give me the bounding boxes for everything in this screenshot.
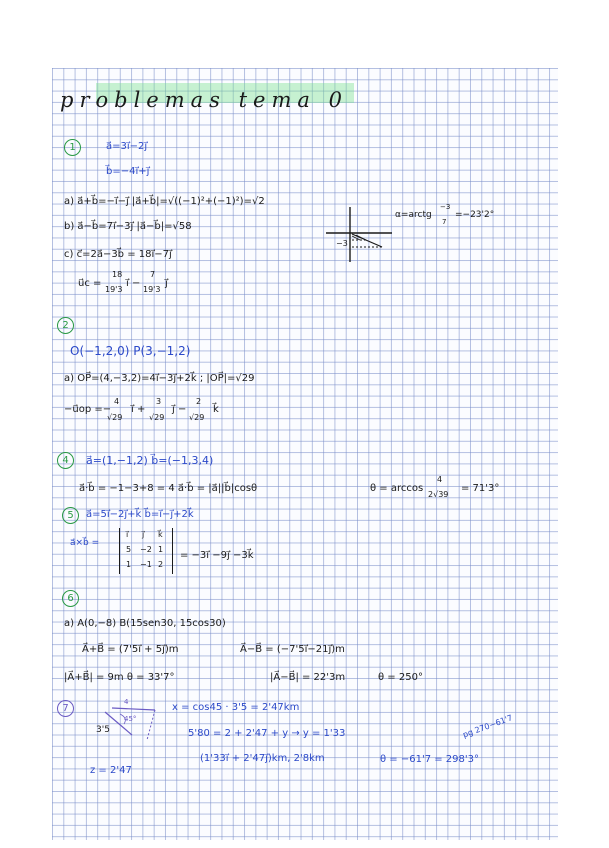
p6-theta2: θ = 250° xyxy=(378,672,423,683)
p6-diff-magnitude: |A⃗−B⃗| = 22'3m xyxy=(270,672,346,683)
p4-vectors: a⃗=(1,−1,2) b⃗=(−1,3,4) xyxy=(86,454,214,467)
p7-sketch-top: 4 xyxy=(124,698,129,706)
matrix-cell: −2 xyxy=(140,545,152,554)
matrix-cell: 1 xyxy=(158,545,164,554)
p2-f1-num: 4 xyxy=(114,397,120,406)
p1-uc-num1: 18 xyxy=(112,270,123,279)
p7-line2: 5'80 = 2 + 2'47 + y → y = 1'33 xyxy=(188,728,346,739)
matrix-cell: i⃗ xyxy=(126,530,129,539)
p4-dot-product: a⃗·b⃗ = −1−3+8 = 4 a⃗·b⃗ = |a⃗||b⃗|cosθ xyxy=(79,483,258,494)
p1-uc-i: i⃗ − xyxy=(126,278,141,289)
p4-theta-num: 4 xyxy=(437,475,443,484)
p2-f1-sym: i⃗ + xyxy=(131,404,146,415)
p1-uc-den2: 19'3 xyxy=(143,285,161,294)
p2-points: O(−1,2,0) P(3,−1,2) xyxy=(70,344,191,358)
matrix-cell: j⃗ xyxy=(142,530,145,539)
p2-unit-label: −u⃗op =− xyxy=(64,404,112,415)
p2-f3-sym: k⃗ xyxy=(213,404,219,415)
p5-result: = −3i⃗ −9j⃗ −3k⃗ xyxy=(180,550,254,561)
p1-uc-den1: 19'3 xyxy=(105,285,123,294)
p2-f2-sym: j⃗ − xyxy=(172,404,187,415)
p4-theta-result: = 71'3° xyxy=(461,483,500,494)
p7-sketch-length: 3'5 xyxy=(96,725,110,735)
p2-f3-den: √29 xyxy=(189,413,205,422)
p1-part-b: b) a⃗−b⃗=7i⃗−3j⃗ |a⃗−b⃗|=√58 xyxy=(64,221,192,232)
p6-sum-magnitude: |A⃗+B⃗| = 9m θ = 33'7° xyxy=(64,672,175,683)
p1-axis-label: −3 xyxy=(336,239,348,248)
p5-vectors: a⃗=5i⃗−2j⃗+k⃗ b⃗=i⃗−j⃗+2k⃗ xyxy=(86,509,194,520)
matrix-cell: 1 xyxy=(126,560,132,569)
p7-line1: x = cos45 · 3'5 = 2'47km xyxy=(172,702,300,713)
p6-part-a: a) A(0,−8) B(15sen30, 15cos30) xyxy=(64,618,226,629)
p4-theta: θ = arccos xyxy=(370,483,424,494)
problem-1-number: 1 xyxy=(64,139,81,156)
matrix-cell: k⃗ xyxy=(158,530,163,539)
p1-part-a: a) a⃗+b⃗=−i⃗−j⃗ |a⃗+b⃗|=√((−1)²+(−1)²)=√2 xyxy=(64,196,265,207)
problem-2-number: 2 xyxy=(57,317,74,334)
p1-alpha-num: −3 xyxy=(440,203,451,211)
p1-alpha-den: 7 xyxy=(442,218,447,226)
p2-f1-den: √29 xyxy=(107,413,123,422)
problem-4-number: 4 xyxy=(57,452,74,469)
p1-vector-a: a⃗=3i⃗−2j⃗ xyxy=(106,141,148,152)
p1-alpha: α=arctg xyxy=(395,210,432,220)
p7-note: pg 270−61'7 xyxy=(461,713,514,740)
p1-uc-num2: 7 xyxy=(150,270,156,279)
p4-theta-den: 2√39 xyxy=(428,490,449,499)
p7-line3: (1'33i⃗ + 2'47j⃗)km, 2'8km xyxy=(200,753,325,764)
p2-f2-num: 3 xyxy=(156,397,162,406)
p6-difference: A⃗−B⃗ = (−7'5i⃗−21j⃗)m xyxy=(240,644,345,655)
p1-uc-label: u⃗c = xyxy=(78,278,102,289)
p7-line4: θ = −61'7 = 298'3° xyxy=(380,754,480,765)
p5-cross-label: a⃗×b⃗ = xyxy=(70,538,100,548)
p2-part-a: a) OP⃗=(4,−3,2)=4i⃗−3j⃗+2k⃗ ; |OP⃗|=√29 xyxy=(64,373,255,384)
matrix-cell: 5 xyxy=(126,545,132,554)
p7-bottom: z = 2'47 xyxy=(90,765,132,776)
matrix-cell: −1 xyxy=(140,560,152,569)
p2-f3-num: 2 xyxy=(196,397,202,406)
p2-f2-den: √29 xyxy=(149,413,165,422)
p1-part-c: c) c⃗=2a⃗−3b⃗ = 18i⃗−7j⃗ xyxy=(64,249,172,260)
problem-7-number: 7 xyxy=(57,700,74,717)
matrix-cell: 2 xyxy=(158,560,164,569)
problem-5-number: 5 xyxy=(62,507,79,524)
p1-vector-b: b⃗=−4i⃗+j⃗ xyxy=(106,166,150,177)
p1-alpha-result: =−23'2° xyxy=(455,210,495,220)
page-title: problemas tema 0 xyxy=(60,88,348,112)
p7-sketch-angle: 45° xyxy=(124,715,137,723)
p1-uc-j: j⃗ xyxy=(165,278,168,289)
p6-sum: A⃗+B⃗ = (7'5i⃗ + 5j⃗)m xyxy=(82,644,179,655)
problem-6-number: 6 xyxy=(62,590,79,607)
